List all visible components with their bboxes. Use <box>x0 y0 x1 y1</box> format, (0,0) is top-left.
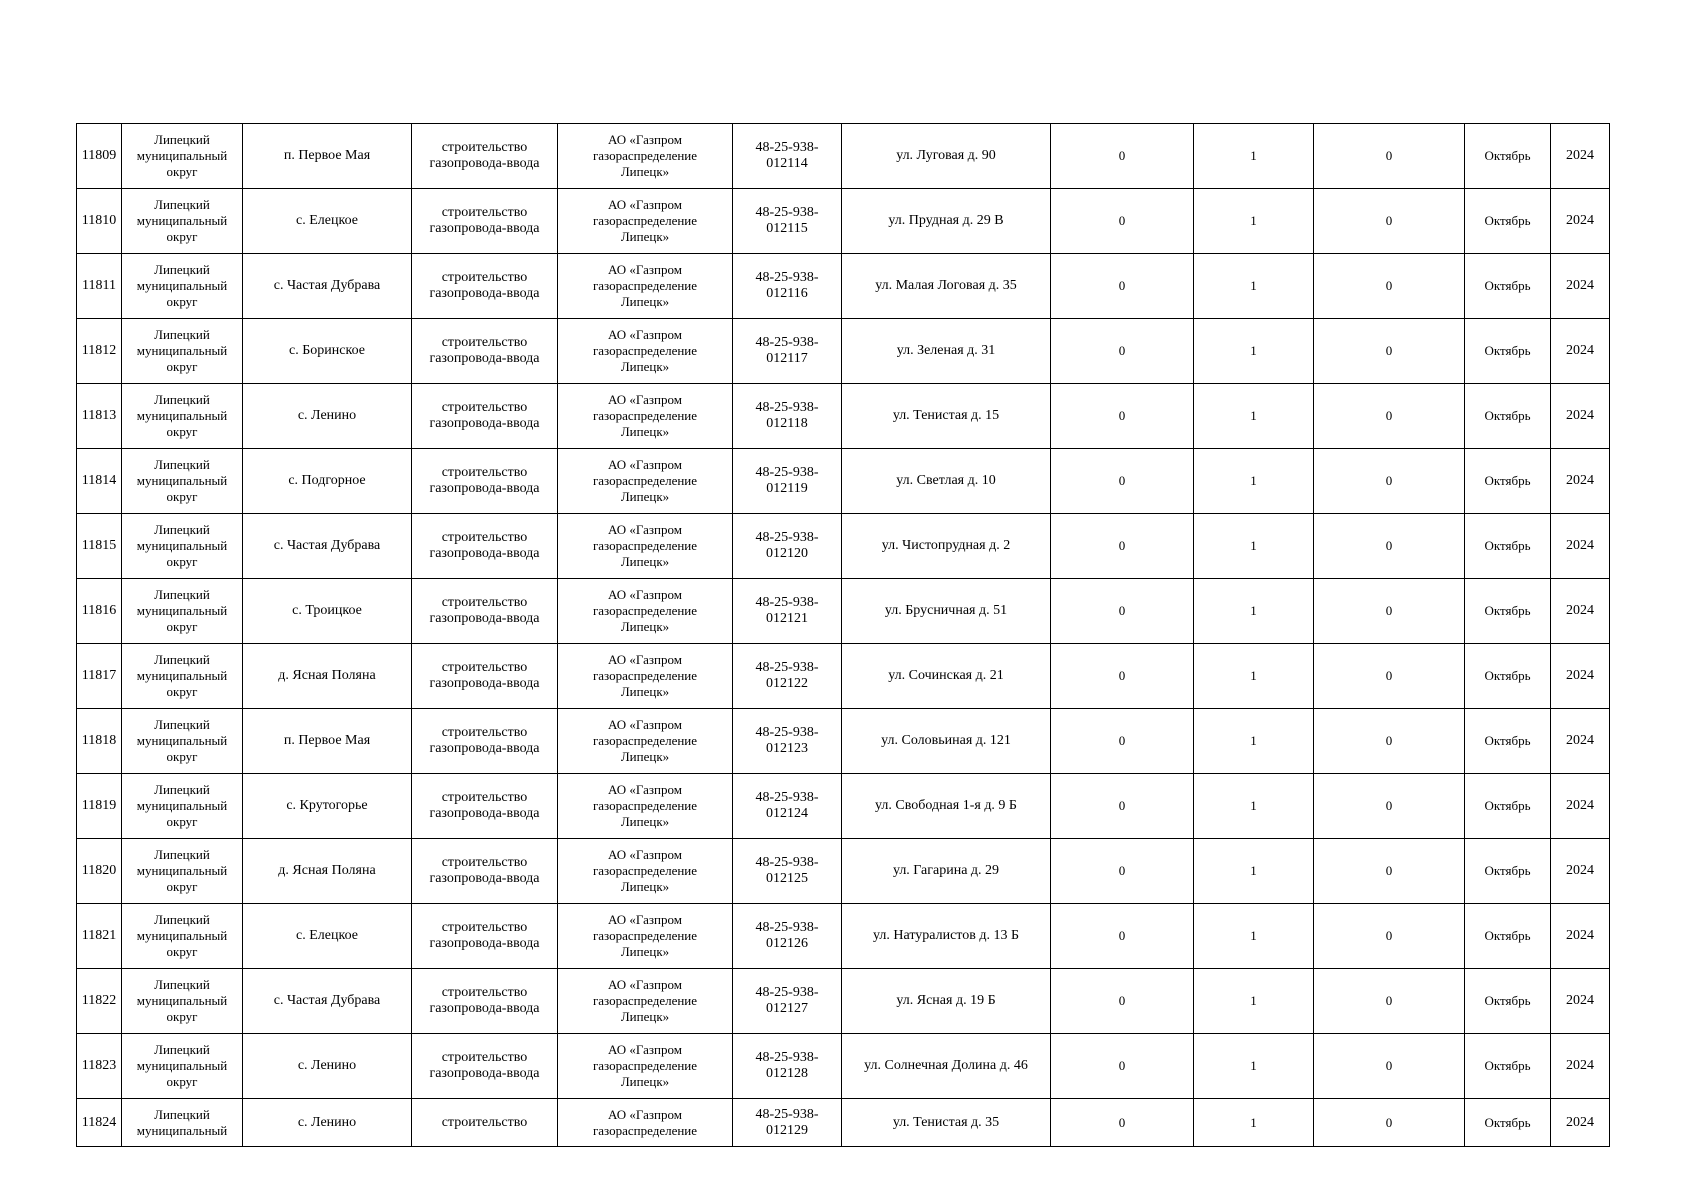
organization-cell: АО «Газпром газораспределение Липецк» <box>558 449 733 514</box>
object-code-cell: 48-25-938- 012128 <box>733 1034 842 1099</box>
row-number: 11821 <box>77 904 122 969</box>
table-row <box>77 709 1610 774</box>
district-cell: Липецкий муниципальный округ <box>122 1034 243 1099</box>
settlement-cell: с. Частая Дубрава <box>243 514 412 579</box>
district-cell: Липецкий муниципальный округ <box>122 774 243 839</box>
address-cell: ул. Чистопрудная д. 2 <box>842 514 1051 579</box>
year-cell: 2024 <box>1551 189 1610 254</box>
count-3-cell: 0 <box>1314 254 1465 319</box>
object-code-cell: 48-25-938- 012119 <box>733 449 842 514</box>
address-cell: ул. Малая Логовая д. 35 <box>842 254 1051 319</box>
work-type-cell: строительство газопровода-ввода <box>412 449 558 514</box>
month-cell: Октябрь <box>1465 124 1551 189</box>
count-3-cell: 0 <box>1314 514 1465 579</box>
count-3-cell: 0 <box>1314 1034 1465 1099</box>
object-code-cell: 48-25-938- 012117 <box>733 319 842 384</box>
district-cell: Липецкий муниципальный округ <box>122 254 243 319</box>
records-table <box>76 123 1610 1147</box>
month-cell: Октябрь <box>1465 904 1551 969</box>
work-type-cell: строительство газопровода-ввода <box>412 384 558 449</box>
count-1-cell: 0 <box>1051 514 1194 579</box>
month-cell: Октябрь <box>1465 1034 1551 1099</box>
count-2-cell: 1 <box>1194 514 1314 579</box>
table-row <box>77 644 1610 709</box>
row-number: 11818 <box>77 709 122 774</box>
row-number: 11823 <box>77 1034 122 1099</box>
settlement-cell: с. Троицкое <box>243 579 412 644</box>
count-3-cell: 0 <box>1314 774 1465 839</box>
organization-cell: АО «Газпром газораспределение Липецк» <box>558 839 733 904</box>
work-type-cell: строительство газопровода-ввода <box>412 254 558 319</box>
settlement-cell: с. Ленино <box>243 1099 412 1147</box>
row-number: 11810 <box>77 189 122 254</box>
object-code-cell: 48-25-938- 012123 <box>733 709 842 774</box>
count-2-cell: 1 <box>1194 189 1314 254</box>
row-number: 11824 <box>77 1099 122 1147</box>
month-cell: Октябрь <box>1465 449 1551 514</box>
organization-cell: АО «Газпром газораспределение Липецк» <box>558 904 733 969</box>
row-number: 11814 <box>77 449 122 514</box>
object-code-cell: 48-25-938- 012115 <box>733 189 842 254</box>
table-row <box>77 839 1610 904</box>
object-code-cell: 48-25-938- 012124 <box>733 774 842 839</box>
count-2-cell: 1 <box>1194 579 1314 644</box>
work-type-cell: строительство газопровода-ввода <box>412 774 558 839</box>
district-cell: Липецкий муниципальный округ <box>122 384 243 449</box>
row-number: 11811 <box>77 254 122 319</box>
work-type-cell: строительство газопровода-ввода <box>412 1034 558 1099</box>
object-code-cell: 48-25-938- 012122 <box>733 644 842 709</box>
count-3-cell: 0 <box>1314 449 1465 514</box>
organization-cell: АО «Газпром газораспределение Липецк» <box>558 319 733 384</box>
table-row <box>77 189 1610 254</box>
month-cell: Октябрь <box>1465 709 1551 774</box>
month-cell: Октябрь <box>1465 774 1551 839</box>
month-cell: Октябрь <box>1465 254 1551 319</box>
address-cell: ул. Свободная 1-я д. 9 Б <box>842 774 1051 839</box>
organization-cell: АО «Газпром газораспределение Липецк» <box>558 189 733 254</box>
table-row <box>77 774 1610 839</box>
object-code-cell: 48-25-938- 012114 <box>733 124 842 189</box>
count-2-cell: 1 <box>1194 319 1314 384</box>
address-cell: ул. Натуралистов д. 13 Б <box>842 904 1051 969</box>
row-number: 11813 <box>77 384 122 449</box>
count-2-cell: 1 <box>1194 644 1314 709</box>
row-number: 11819 <box>77 774 122 839</box>
count-2-cell: 1 <box>1194 1099 1314 1147</box>
work-type-cell: строительство газопровода-ввода <box>412 644 558 709</box>
year-cell: 2024 <box>1551 904 1610 969</box>
row-number: 11815 <box>77 514 122 579</box>
settlement-cell: п. Первое Мая <box>243 709 412 774</box>
month-cell: Октябрь <box>1465 579 1551 644</box>
settlement-cell: с. Елецкое <box>243 904 412 969</box>
district-cell: Липецкий муниципальный <box>122 1099 243 1147</box>
row-number: 11817 <box>77 644 122 709</box>
month-cell: Октябрь <box>1465 1099 1551 1147</box>
year-cell: 2024 <box>1551 579 1610 644</box>
settlement-cell: с. Елецкое <box>243 189 412 254</box>
row-number: 11820 <box>77 839 122 904</box>
district-cell: Липецкий муниципальный округ <box>122 449 243 514</box>
district-cell: Липецкий муниципальный округ <box>122 579 243 644</box>
object-code-cell: 48-25-938- 012127 <box>733 969 842 1034</box>
address-cell: ул. Тенистая д. 15 <box>842 384 1051 449</box>
count-1-cell: 0 <box>1051 579 1194 644</box>
year-cell: 2024 <box>1551 1099 1610 1147</box>
address-cell: ул. Ясная д. 19 Б <box>842 969 1051 1034</box>
table-row <box>77 969 1610 1034</box>
work-type-cell: строительство газопровода-ввода <box>412 709 558 774</box>
count-2-cell: 1 <box>1194 904 1314 969</box>
address-cell: ул. Зеленая д. 31 <box>842 319 1051 384</box>
address-cell: ул. Солнечная Долина д. 46 <box>842 1034 1051 1099</box>
district-cell: Липецкий муниципальный округ <box>122 904 243 969</box>
count-2-cell: 1 <box>1194 839 1314 904</box>
count-1-cell: 0 <box>1051 319 1194 384</box>
table-row <box>77 124 1610 189</box>
district-cell: Липецкий муниципальный округ <box>122 839 243 904</box>
month-cell: Октябрь <box>1465 384 1551 449</box>
object-code-cell: 48-25-938- 012126 <box>733 904 842 969</box>
organization-cell: АО «Газпром газораспределение Липецк» <box>558 384 733 449</box>
work-type-cell: строительство газопровода-ввода <box>412 514 558 579</box>
count-2-cell: 1 <box>1194 449 1314 514</box>
object-code-cell: 48-25-938- 012129 <box>733 1099 842 1147</box>
count-1-cell: 0 <box>1051 774 1194 839</box>
count-1-cell: 0 <box>1051 709 1194 774</box>
row-number: 11812 <box>77 319 122 384</box>
address-cell: ул. Сочинская д. 21 <box>842 644 1051 709</box>
row-number: 11822 <box>77 969 122 1034</box>
count-1-cell: 0 <box>1051 384 1194 449</box>
address-cell: ул. Прудная д. 29 В <box>842 189 1051 254</box>
organization-cell: АО «Газпром газораспределение Липецк» <box>558 579 733 644</box>
settlement-cell: с. Ленино <box>243 384 412 449</box>
count-3-cell: 0 <box>1314 709 1465 774</box>
month-cell: Октябрь <box>1465 514 1551 579</box>
count-3-cell: 0 <box>1314 189 1465 254</box>
count-2-cell: 1 <box>1194 774 1314 839</box>
work-type-cell: строительство газопровода-ввода <box>412 319 558 384</box>
address-cell: ул. Гагарина д. 29 <box>842 839 1051 904</box>
month-cell: Октябрь <box>1465 319 1551 384</box>
object-code-cell: 48-25-938- 012121 <box>733 579 842 644</box>
table-row <box>77 449 1610 514</box>
year-cell: 2024 <box>1551 449 1610 514</box>
year-cell: 2024 <box>1551 319 1610 384</box>
count-3-cell: 0 <box>1314 124 1465 189</box>
district-cell: Липецкий муниципальный округ <box>122 319 243 384</box>
settlement-cell: с. Частая Дубрава <box>243 254 412 319</box>
work-type-cell: строительство газопровода-ввода <box>412 839 558 904</box>
month-cell: Октябрь <box>1465 644 1551 709</box>
count-3-cell: 0 <box>1314 319 1465 384</box>
month-cell: Октябрь <box>1465 189 1551 254</box>
table-body <box>77 124 1610 1147</box>
organization-cell: АО «Газпром газораспределение Липецк» <box>558 124 733 189</box>
settlement-cell: с. Подгорное <box>243 449 412 514</box>
count-1-cell: 0 <box>1051 124 1194 189</box>
count-1-cell: 0 <box>1051 904 1194 969</box>
count-1-cell: 0 <box>1051 839 1194 904</box>
year-cell: 2024 <box>1551 1034 1610 1099</box>
address-cell: ул. Соловьиная д. 121 <box>842 709 1051 774</box>
row-number: 11816 <box>77 579 122 644</box>
work-type-cell: строительство <box>412 1099 558 1147</box>
settlement-cell: с. Боринское <box>243 319 412 384</box>
district-cell: Липецкий муниципальный округ <box>122 644 243 709</box>
organization-cell: АО «Газпром газораспределение Липецк» <box>558 1034 733 1099</box>
table-row <box>77 1034 1610 1099</box>
count-1-cell: 0 <box>1051 969 1194 1034</box>
count-3-cell: 0 <box>1314 839 1465 904</box>
settlement-cell: с. Крутогорье <box>243 774 412 839</box>
year-cell: 2024 <box>1551 774 1610 839</box>
work-type-cell: строительство газопровода-ввода <box>412 189 558 254</box>
year-cell: 2024 <box>1551 839 1610 904</box>
district-cell: Липецкий муниципальный округ <box>122 969 243 1034</box>
count-2-cell: 1 <box>1194 124 1314 189</box>
organization-cell: АО «Газпром газораспределение Липецк» <box>558 969 733 1034</box>
count-1-cell: 0 <box>1051 254 1194 319</box>
organization-cell: АО «Газпром газораспределение Липецк» <box>558 254 733 319</box>
count-3-cell: 0 <box>1314 644 1465 709</box>
count-2-cell: 1 <box>1194 969 1314 1034</box>
settlement-cell: с. Частая Дубрава <box>243 969 412 1034</box>
settlement-cell: с. Ленино <box>243 1034 412 1099</box>
year-cell: 2024 <box>1551 644 1610 709</box>
count-1-cell: 0 <box>1051 644 1194 709</box>
work-type-cell: строительство газопровода-ввода <box>412 124 558 189</box>
settlement-cell: п. Первое Мая <box>243 124 412 189</box>
object-code-cell: 48-25-938- 012118 <box>733 384 842 449</box>
row-number: 11809 <box>77 124 122 189</box>
count-3-cell: 0 <box>1314 1099 1465 1147</box>
address-cell: ул. Светлая д. 10 <box>842 449 1051 514</box>
count-2-cell: 1 <box>1194 1034 1314 1099</box>
organization-cell: АО «Газпром газораспределение Липецк» <box>558 514 733 579</box>
address-cell: ул. Тенистая д. 35 <box>842 1099 1051 1147</box>
table-row <box>77 254 1610 319</box>
year-cell: 2024 <box>1551 384 1610 449</box>
count-1-cell: 0 <box>1051 189 1194 254</box>
count-2-cell: 1 <box>1194 254 1314 319</box>
object-code-cell: 48-25-938- 012125 <box>733 839 842 904</box>
work-type-cell: строительство газопровода-ввода <box>412 904 558 969</box>
work-type-cell: строительство газопровода-ввода <box>412 969 558 1034</box>
table-row <box>77 319 1610 384</box>
table-row <box>77 579 1610 644</box>
table-row <box>77 384 1610 449</box>
count-3-cell: 0 <box>1314 969 1465 1034</box>
count-1-cell: 0 <box>1051 449 1194 514</box>
organization-cell: АО «Газпром газораспределение <box>558 1099 733 1147</box>
district-cell: Липецкий муниципальный округ <box>122 189 243 254</box>
count-3-cell: 0 <box>1314 384 1465 449</box>
settlement-cell: д. Ясная Поляна <box>243 644 412 709</box>
settlement-cell: д. Ясная Поляна <box>243 839 412 904</box>
year-cell: 2024 <box>1551 514 1610 579</box>
year-cell: 2024 <box>1551 254 1610 319</box>
table-row <box>77 514 1610 579</box>
month-cell: Октябрь <box>1465 969 1551 1034</box>
count-3-cell: 0 <box>1314 904 1465 969</box>
table-row <box>77 904 1610 969</box>
organization-cell: АО «Газпром газораспределение Липецк» <box>558 709 733 774</box>
year-cell: 2024 <box>1551 709 1610 774</box>
month-cell: Октябрь <box>1465 839 1551 904</box>
count-1-cell: 0 <box>1051 1034 1194 1099</box>
object-code-cell: 48-25-938- 012116 <box>733 254 842 319</box>
year-cell: 2024 <box>1551 124 1610 189</box>
count-1-cell: 0 <box>1051 1099 1194 1147</box>
address-cell: ул. Брусничная д. 51 <box>842 579 1051 644</box>
organization-cell: АО «Газпром газораспределение Липецк» <box>558 774 733 839</box>
district-cell: Липецкий муниципальный округ <box>122 709 243 774</box>
address-cell: ул. Луговая д. 90 <box>842 124 1051 189</box>
work-type-cell: строительство газопровода-ввода <box>412 579 558 644</box>
year-cell: 2024 <box>1551 969 1610 1034</box>
count-2-cell: 1 <box>1194 384 1314 449</box>
district-cell: Липецкий муниципальный округ <box>122 124 243 189</box>
count-3-cell: 0 <box>1314 579 1465 644</box>
organization-cell: АО «Газпром газораспределение Липецк» <box>558 644 733 709</box>
district-cell: Липецкий муниципальный округ <box>122 514 243 579</box>
object-code-cell: 48-25-938- 012120 <box>733 514 842 579</box>
count-2-cell: 1 <box>1194 709 1314 774</box>
table-row <box>77 1099 1610 1147</box>
